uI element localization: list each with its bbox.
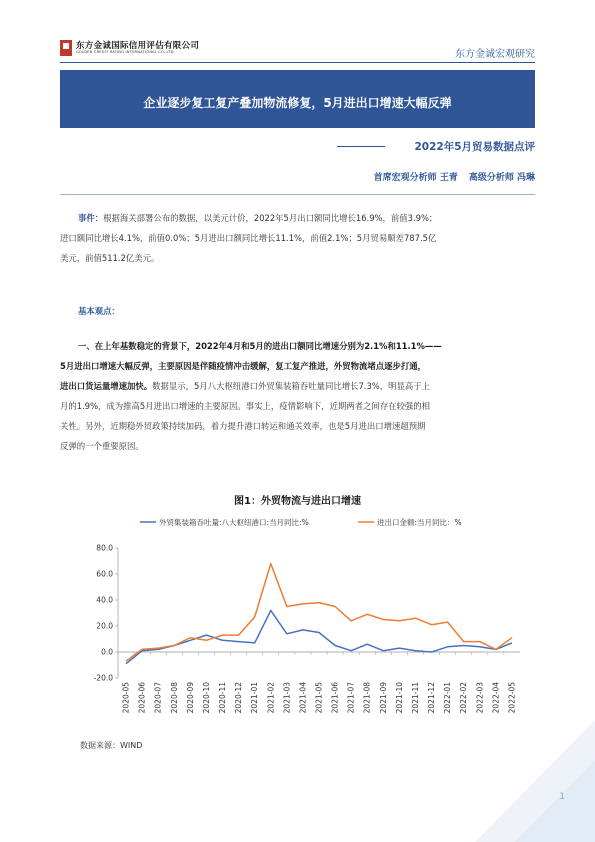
title-banner <box>60 70 535 128</box>
author-1: 首席宏观分析师 王青 <box>373 173 458 183</box>
x-tick-label: 2021-12 <box>427 682 437 714</box>
logo-mark-icon <box>60 40 72 56</box>
logo-company-name-en: GOLDEN CREDIT RATING INTERNATIONAL CO.,LTD. <box>76 50 175 54</box>
x-tick-label: 2020-07 <box>153 682 163 714</box>
data-source: 数据来源：WIND <box>80 741 143 750</box>
x-tick-label: 2020-12 <box>234 682 244 714</box>
point-text-3-bold: 进出口货运量增速加快。 <box>60 381 153 391</box>
point-text-2: 5月进出口增速大幅反弹，主要原因是伴随疫情冲击缓解，复工复产推进，外贸物流堵点逐步打通， <box>60 361 426 371</box>
report-title: 企业逐步复工复产叠加物流修复，5月进出口增速大幅反弹 <box>143 96 452 110</box>
authors <box>0 170 535 183</box>
y-tick-label: 0.0 <box>101 647 113 657</box>
x-tick-label: 2022-01 <box>443 682 453 714</box>
company-logo <box>60 40 220 60</box>
x-tick-label: 2021-04 <box>298 682 308 714</box>
y-tick-label: -20.0 <box>93 673 113 683</box>
x-tick-label: 2020-10 <box>201 682 211 714</box>
x-tick-label: 2022-03 <box>475 682 485 714</box>
point-line-6: 反弹的一个重要原因。 <box>60 441 144 451</box>
x-tick-label: 2020-08 <box>169 682 179 714</box>
series-line-1 <box>126 610 512 663</box>
x-tick-label: 2021-10 <box>394 682 404 714</box>
page-corner-decoration <box>455 700 595 842</box>
event-label: 事件： <box>78 213 104 223</box>
x-tick-label: 2021-03 <box>282 682 292 714</box>
basic-view-heading: 基本观点： <box>78 306 120 316</box>
event-line-3: 美元，前值511.2亿美元。 <box>60 253 160 263</box>
point-line-1 <box>60 336 535 356</box>
x-tick-label: 2022-02 <box>459 682 469 714</box>
point-text-3: 数据显示，5月八大枢纽港口外贸集装箱吞吐量同比增长7.3%，明显高于上 <box>152 381 430 391</box>
event-line-2: 进口额同比增长4.1%，前值0.0%；5月进出口额同比增长11.1%，前值2.1%；5月贸易顺差787.5亿 <box>60 233 437 243</box>
x-tick-label: 2021-09 <box>378 682 388 714</box>
page-number: 1 <box>559 792 565 802</box>
point-text-1: 一、在上年基数稳定的背景下，2022年4月和5月的进出口额同比增速分别为2.1%和11.1%—— <box>78 341 442 351</box>
x-tick-label: 2020-09 <box>185 682 195 714</box>
event-text-1: 根据海关部署公布的数据，以美元计价，2022年5月出口额同比增长16.9%，前值3.9%； <box>103 213 438 223</box>
report-subtitle: 2022年5月贸易数据点评 <box>414 141 535 153</box>
figure-title: 图1：外贸物流与进出口增速 <box>234 496 361 507</box>
x-tick-label: 2020-11 <box>218 682 228 714</box>
y-tick-label: 60.0 <box>96 569 113 579</box>
point-one-paragraph <box>60 336 535 456</box>
y-tick-label: 80.0 <box>96 543 113 553</box>
x-tick-label: 2020-05 <box>121 682 131 714</box>
point-line-5: 关性。另外，近期稳外贸政策持续加码，着力提升港口转运和通关效率，也是5月进出口增速超预期 <box>60 421 426 431</box>
legend-label-2: 进出口金额:当月同比：% <box>377 518 462 527</box>
x-tick-label: 2022-05 <box>507 682 517 714</box>
logo-company-name: 东方金诚国际信用评估有限公司 <box>76 41 200 51</box>
x-tick-label: 2021-11 <box>410 682 420 714</box>
author-2: 高级分析师 冯琳 <box>468 173 535 183</box>
x-tick-label: 2021-08 <box>362 682 372 714</box>
event-line-1 <box>60 208 535 228</box>
x-tick-label: 2021-05 <box>314 682 324 714</box>
chart-legend <box>140 517 462 527</box>
y-tick-label: 40.0 <box>96 595 113 605</box>
x-tick-label: 2021-02 <box>266 682 276 714</box>
x-tick-label: 2021-07 <box>346 682 356 714</box>
legend-label-1: 外贸集装箱吞吐量:八大枢纽港口:当月同比:% <box>159 518 309 527</box>
point-line-3 <box>60 376 535 396</box>
point-line-2 <box>60 356 535 376</box>
x-tick-label: 2021-06 <box>330 682 340 714</box>
y-tick-label: 20.0 <box>96 621 113 631</box>
x-tick-label: 2022-04 <box>491 682 501 714</box>
x-tick-label: 2020-06 <box>137 682 147 714</box>
brand-label: 东方金诚宏观研究 <box>455 49 535 60</box>
event-paragraph <box>60 208 535 268</box>
point-line-4: 月的1.9%，成为推高5月进出口增速的主要原因。事实上，疫情影响下，近期两者之间存在较强的相 <box>60 401 430 411</box>
header-divider <box>60 62 535 63</box>
x-tick-label: 2021-01 <box>250 682 260 714</box>
authors-divider <box>60 194 535 195</box>
